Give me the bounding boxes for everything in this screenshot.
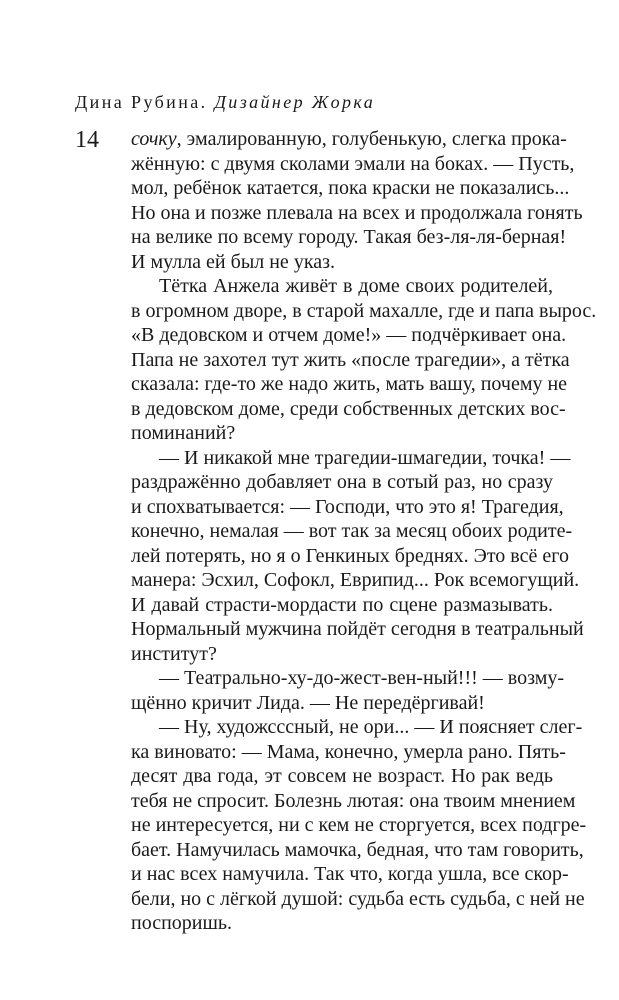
- text-line: поминаний?: [131, 422, 236, 444]
- paragraph: [131, 446, 584, 667]
- paragraph: [131, 274, 597, 446]
- text-line: в дедовском доме, среди собственных детских вос-: [131, 397, 566, 420]
- page-number: 14: [75, 127, 99, 153]
- text-line: «В дедовском и отчем доме!» — подчёркивает она.: [131, 324, 567, 346]
- text-line: тебя не спросит. Болезнь лютая: она твоим мнением: [131, 789, 576, 812]
- text-line: бели, но с лёгкой душой: судьба есть судьба, с ней не: [131, 887, 585, 910]
- italic-word: сочку: [131, 128, 177, 150]
- text-line: Тётка Анжела живёт в доме своих родителей,: [159, 275, 553, 297]
- body-text: [131, 127, 597, 936]
- text-line: десят два года, эт совсем не возраст. Но рак ведь: [131, 765, 553, 787]
- text-line: и нас всех намучила. Так что, когда ушла, все скор-: [131, 863, 569, 885]
- text-line: Но она и позже плевала на всех и продолжала гонять: [131, 201, 583, 224]
- text-line: Папа не захотел тут жить «после трагедии», а тётка: [131, 348, 570, 371]
- paragraph: [131, 666, 565, 715]
- text-line: в огромном дворе, в старой махалле, где и папа вырос.: [131, 299, 597, 322]
- text-line: и спохватывается: — Господи, что это я! Трагедия,: [131, 495, 564, 518]
- text-line: не интересуется, ни с кем не сторгуется, всех подгре-: [131, 814, 587, 836]
- text-line: на велике по всему городу. Такая без-ля-ля-берная!: [131, 226, 567, 248]
- text-line: И мулла ей был не указ.: [131, 250, 336, 273]
- text-line: — Театрально-ху-до-жест-вен-ный!!! — возму-: [159, 667, 565, 689]
- text-line: манера: Эсхил, Софокл, Еврипид... Рок всемогущий.: [131, 569, 580, 591]
- text-line: лей потерять, но я о Генкиных бреднях. Это всё его: [131, 544, 569, 567]
- text-line: сочку, эмалированную, голубенькую, слегка прока-: [131, 128, 567, 150]
- book-title: Дизайнер Жорка: [214, 92, 376, 112]
- text-line: — Ну, художсссный, не ори... — И поясняет слег-: [159, 716, 583, 738]
- text-line: поспоришь.: [131, 912, 233, 934]
- text-line: И давай страсти-мордасти по сцене размазывать.: [131, 593, 553, 616]
- text-line: раздражённо добавляет она в сотый раз, но сразу: [131, 471, 553, 493]
- paragraph: [131, 127, 583, 274]
- text-line: институт?: [131, 642, 217, 665]
- text-line: — И никакой мне трагедии-шмагедии, точка! —: [159, 446, 571, 469]
- running-head: [75, 92, 375, 113]
- paragraph: [131, 715, 587, 936]
- text-line: щённо кричит Лида. — Не передёргивай!: [131, 691, 485, 714]
- text-line: Нормальный мужчина пойдёт сегодня в театральный: [131, 618, 584, 640]
- text-line: бает. Намучилась мамочка, бедная, что там говорить,: [131, 838, 584, 861]
- text-line: жённую: с двумя сколами эмали на боках. — Пусть,: [131, 152, 575, 175]
- text-line: сказала: где-то же надо жить, мать вашу, почему не: [131, 373, 568, 395]
- text-line: ка виновато: — Мама, конечно, умерла рано. Пять-: [131, 740, 566, 763]
- text-line: конечно, немалая — вот так за месяц обоих родите-: [131, 520, 573, 542]
- text-line: мол, ребёнок катается, пока краски не показались...: [131, 177, 570, 199]
- author-name: Дина Рубина.: [75, 92, 208, 112]
